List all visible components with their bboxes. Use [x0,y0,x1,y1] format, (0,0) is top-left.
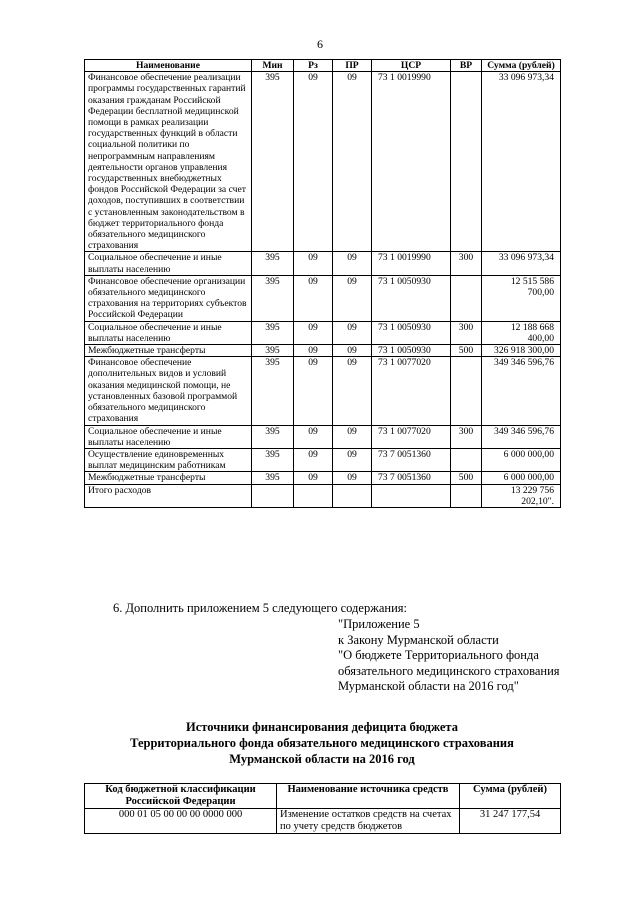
cell-csr: 73 1 0050930 [372,321,451,344]
cell-min: 395 [252,425,294,448]
cell-csr: 73 1 0050930 [372,275,451,321]
cell-min: 395 [252,252,294,275]
col-header-rz: Рз [294,60,333,72]
cell-rz: 09 [294,472,333,484]
cell-csr: 73 7 0051360 [372,472,451,484]
cell-sum: 349 346 596,76 [482,357,561,425]
col-header-source: Наименование источника средств [277,784,460,809]
table-row [85,484,561,507]
expenses-table [84,59,561,508]
cell-sum: 12 515 586 700,00 [482,275,561,321]
col-header-amount: Сумма (рублей) [460,784,561,809]
cell-pr: 09 [333,425,372,448]
cell-name: Социальное обеспечение и иные выплаты населению [85,425,252,448]
cell-pr: 09 [333,275,372,321]
table-header-row [85,60,561,72]
cell-pr: 09 [333,448,372,471]
cell-vr [451,72,482,252]
cell-rz: 09 [294,425,333,448]
table-row [85,809,561,834]
cell-sum: 12 188 668 400,00 [482,321,561,344]
cell-rz [294,484,333,507]
table-row [85,425,561,448]
col-header-vr: ВР [451,60,482,72]
table-row [85,448,561,471]
cell-name: Социальное обеспечение и иные выплаты населению [85,252,252,275]
cell-vr [451,357,482,425]
col-header-sum: Сумма (рублей) [482,60,561,72]
cell-vr: 500 [451,472,482,484]
cell-min: 395 [252,472,294,484]
cell-vr [451,448,482,471]
cell-csr: 73 1 0077020 [372,425,451,448]
cell-rz: 09 [294,448,333,471]
table-row [85,357,561,425]
cell-vr [451,275,482,321]
title-line: Территориального фонда обязательного медицинского страхования [130,736,514,750]
appendix-line: "О бюджете Территориального фонда [338,648,539,663]
page-number: 6 [317,37,323,51]
cell-name: Итого расходов [85,484,252,507]
cell-vr: 300 [451,425,482,448]
cell-csr [372,484,451,507]
cell-code: 000 01 05 00 00 00 0000 000 [85,809,277,834]
appendix-line: к Закону Мурманской области [338,632,499,647]
sources-title [84,719,560,767]
table-row [85,472,561,484]
cell-min: 395 [252,448,294,471]
cell-sum: 13 229 756 202,10". [482,484,561,507]
cell-pr: 09 [333,357,372,425]
appendix-line: "Приложение 5 [338,617,420,631]
paragraph-6: 6. Дополнить приложением 5 следующего содержания: [113,601,407,615]
cell-name: Межбюджетные трансферты [85,345,252,357]
cell-pr: 09 [333,252,372,275]
cell-name: Осуществление единовременных выплат медицинским работникам [85,448,252,471]
cell-sum: 326 918 300,00 [482,345,561,357]
cell-name: Финансовое обеспечение реализации программы государственных гарантий оказания гражданам Российской Федерации бесплатной медицинской помощи в рамках реализации государственных функций в области социальной политики по непрограммным направлениям деятельности органов управления государственных внебюджетных фондов Российской Федерации за счет доходов, поступивших в соответствии с установленным законодательством в бюджет территориального фонда обязательного медицинского страхования [85,72,252,252]
title-line: Мурманской области на 2016 год [229,752,415,766]
cell-rz: 09 [294,252,333,275]
cell-pr: 09 [333,345,372,357]
cell-pr: 09 [333,472,372,484]
cell-source: Изменение остатков средств на счетах по учету средств бюджетов [277,809,460,834]
cell-sum: 6 000 000,00 [482,472,561,484]
cell-rz: 09 [294,321,333,344]
cell-min: 395 [252,72,294,252]
cell-csr: 73 1 0050930 [372,345,451,357]
cell-min: 395 [252,321,294,344]
col-header-min: Мин [252,60,294,72]
cell-rz: 09 [294,345,333,357]
cell-vr: 300 [451,252,482,275]
cell-vr: 300 [451,321,482,344]
cell-pr [333,484,372,507]
cell-pr: 09 [333,72,372,252]
col-header-pr: ПР [333,60,372,72]
cell-csr: 73 1 0077020 [372,357,451,425]
title-line: Источники финансирования дефицита бюджета [186,720,458,734]
cell-pr: 09 [333,321,372,344]
table-row [85,345,561,357]
cell-csr: 73 1 0019990 [372,252,451,275]
cell-sum: 33 096 973,34 [482,72,561,252]
col-header-csr: ЦСР [372,60,451,72]
table-row [85,321,561,344]
cell-min: 395 [252,357,294,425]
cell-rz: 09 [294,275,333,321]
cell-name: Социальное обеспечение и иные выплаты населению [85,321,252,344]
appendix-line: обязательного медицинского страхования [338,663,560,678]
sources-table [84,783,561,834]
cell-vr [451,484,482,507]
cell-rz: 09 [294,357,333,425]
cell-rz: 09 [294,72,333,252]
cell-vr: 500 [451,345,482,357]
cell-min: 395 [252,275,294,321]
cell-sum: 6 000 000,00 [482,448,561,471]
table-row [85,275,561,321]
table-header-row [85,784,561,809]
appendix-header [338,617,560,695]
cell-name: Финансовое обеспечение организации обязательного медицинского страхования на территориях субъектов Российской Федерации [85,275,252,321]
cell-min [252,484,294,507]
table-row [85,252,561,275]
table-row [85,72,561,252]
cell-name: Межбюджетные трансферты [85,472,252,484]
cell-csr: 73 1 0019990 [372,72,451,252]
cell-sum: 349 346 596,76 [482,425,561,448]
cell-min: 395 [252,345,294,357]
col-header-code: Код бюджетной классификации Российской Федерации [85,784,277,809]
cell-csr: 73 7 0051360 [372,448,451,471]
appendix-line: Мурманской области на 2016 год" [338,679,519,694]
cell-sum: 33 096 973,34 [482,252,561,275]
cell-amount: 31 247 177,54 [460,809,561,834]
cell-name: Финансовое обеспечение дополнительных видов и условий оказания медицинской помощи, не установленных базовой программой обязательного медицинского страхования [85,357,252,425]
col-header-name: Наименование [85,60,252,72]
